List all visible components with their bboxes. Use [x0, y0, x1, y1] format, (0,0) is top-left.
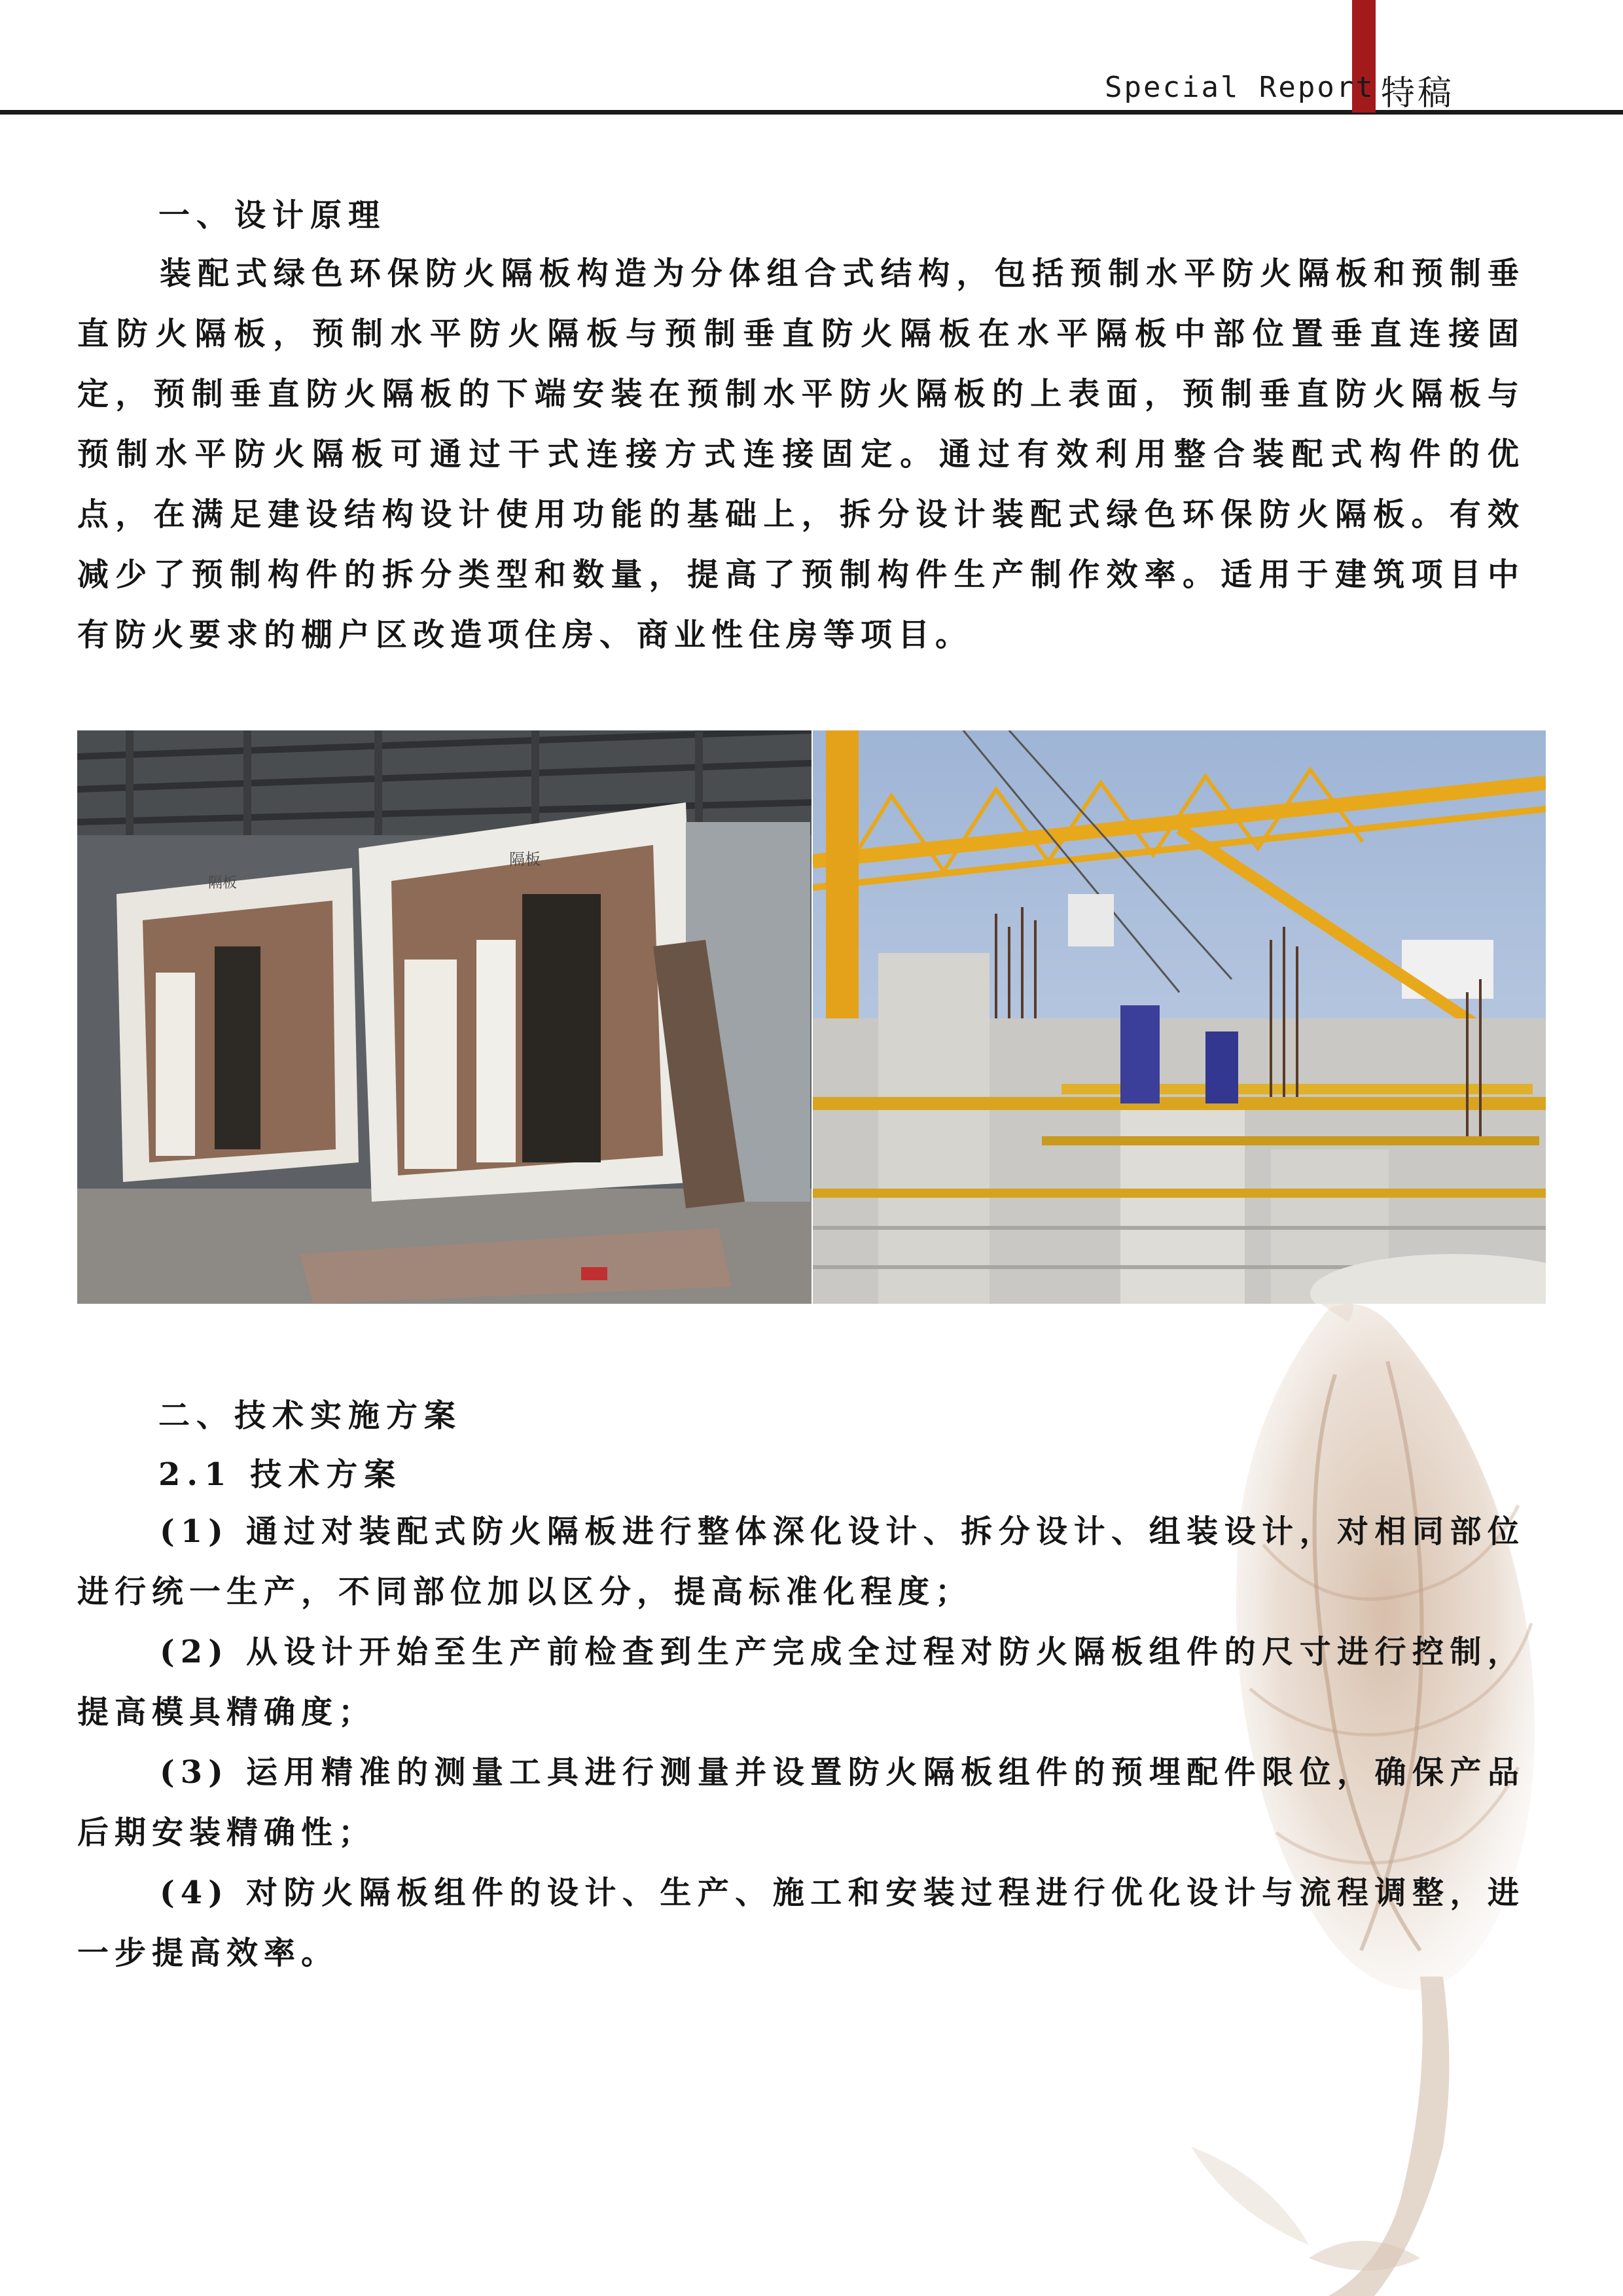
left-unit-sign: 隔板: [208, 875, 238, 891]
tech-item-2: (2) 从设计开始至生产前检查到生产完成全过程对防火隔板组件的尺寸进行控制，提高模具精确度；: [77, 1634, 1525, 1731]
section2-heading: 二、技术实施方案: [158, 1397, 463, 1434]
section1-body: [77, 243, 1525, 665]
section1-heading: 一、设计原理: [158, 197, 387, 234]
tech-item-1: (1) 通过对装配式防火隔板进行整体深化设计、拆分设计、组装设计，对相同部位进行统一生产，不同部位加以区分，提高标准化程度；: [77, 1513, 1525, 1610]
section2-list: [77, 1501, 1525, 1983]
section-label-cn: 特稿: [1381, 74, 1455, 113]
right-unit-sign: 隔板: [509, 850, 541, 869]
section-label-en: Special Report: [1105, 71, 1375, 104]
header-rule: [0, 110, 1623, 115]
section2-subheading: 2.1 技术方案: [158, 1456, 402, 1493]
construction-site-photo: [813, 730, 1546, 1304]
tech-item-3: (3) 运用精准的测量工具进行测量并设置防火隔板组件的预埋配件限位，确保产品后期安装精确性；: [77, 1754, 1525, 1851]
section1-paragraph: 装配式绿色环保防火隔板构造为分体组合式结构，包括预制水平防火隔板和预制垂直防火隔板，预制水平防火隔板与预制垂直防火隔板在水平隔板中部位置垂直连接固定，预制垂直防火隔板的下端安装在预制水平防火隔板的上表面，预制垂直防火隔板与预制水平防火隔板可通过干式连接方式连接固定。通过有效利用整合装配式构件的优点，在满足建设结构设计使用功能的基础上，拆分设计装配式绿色环保防火隔板。有效减少了预制构件的拆分类型和数量，提高了预制构件生产制作效率。适用于建筑项目中有防火要求的棚户区改造项住房、商业性住房等项目。: [77, 255, 1525, 653]
tech-item-4: (4) 对防火隔板组件的设计、生产、施工和安装过程进行优化设计与流程调整，进一步提高效率。: [77, 1874, 1525, 1971]
factory-prefab-units-photo: [77, 730, 812, 1304]
